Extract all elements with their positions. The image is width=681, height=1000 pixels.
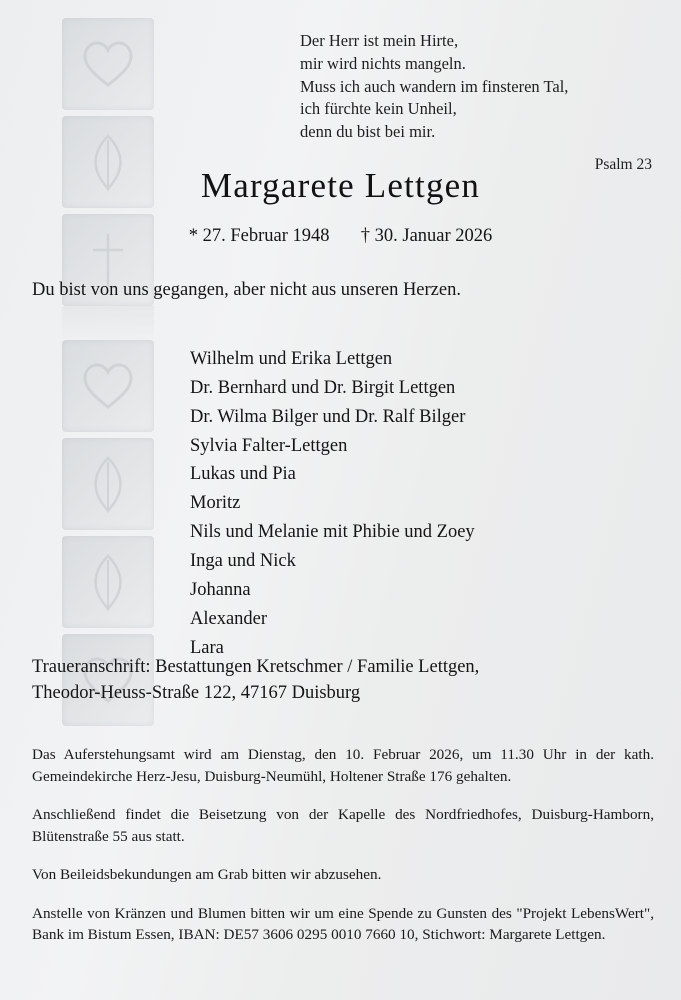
family-member: Lara (190, 637, 224, 658)
verse-line: Der Herr ist mein Hirte, (300, 31, 459, 50)
decor-tile (62, 438, 154, 530)
memorial-motto: Du bist von uns gegangen, aber nicht aus unseren Herzen. (32, 280, 461, 300)
mourning-address-line: Theodor-Heuss-Straße 122, 47167 Duisburg (32, 682, 361, 703)
family-member: Lukas und Pia (190, 464, 296, 485)
decor-tile (62, 340, 154, 432)
verse-line: mir wird nichts mangeln. (300, 53, 466, 73)
leaf-icon (62, 536, 154, 628)
heart-icon (62, 18, 154, 110)
verse-line: Muss ich auch wandern im finsteren Tal, (300, 76, 569, 96)
heart-icon (62, 340, 154, 432)
service-note: Das Auferstehungsamt wird am Dienstag, den 10. Februar 2026, um 11.30 Uhr in der kath. Gemeindekirche Herz-Jesu, Duisburg-Neumühl, Holtener Straße 176 gehalten. (32, 746, 654, 785)
verse-source: Psalm 23 (594, 155, 652, 173)
service-note: Von Beileidsbekundungen am Grab bitten wir abzusehen. (32, 866, 382, 884)
decor-tile-shade (62, 306, 154, 340)
family-member: Inga und Nick (190, 551, 296, 572)
life-dates (0, 226, 681, 247)
family-member: Sylvia Falter-Lettgen (190, 435, 348, 456)
family-list (190, 345, 650, 662)
birth-date: * 27. Februar 1948 (188, 226, 330, 246)
service-note: Anstelle von Kränzen und Blumen bitten wir um eine Spende zu Gunsten des "Projekt LebensWert", Bank im Bistum Essen, IBAN: DE57 3606 0295 0010 7660 10, Stichwort: Margarete Lettgen. (32, 904, 654, 944)
family-member: Dr. Wilma Bilger und Dr. Ralf Bilger (190, 406, 466, 427)
family-member: Johanna (190, 579, 251, 600)
service-note: Anschließend findet die Beisetzung von der Kapelle des Nordfriedhofes, Duisburg-Hamborn, Blütenstraße 55 aus statt. (32, 806, 654, 845)
verse-line: ich fürchte kein Unheil, (300, 99, 457, 119)
mourning-address-line: Traueranschrift: Bestattungen Kretschmer / Familie Lettgen, (32, 657, 480, 677)
mourning-address (32, 655, 652, 706)
family-member: Moritz (190, 493, 241, 514)
family-member: Dr. Bernhard und Dr. Birgit Lettgen (190, 377, 456, 398)
deceased-name: Margarete Lettgen (200, 166, 481, 205)
decor-tile (62, 536, 154, 628)
bible-verse (300, 30, 660, 175)
family-member: Alexander (190, 608, 268, 629)
leaf-icon (62, 438, 154, 530)
decor-tile (62, 18, 154, 110)
family-member: Wilhelm und Erika Lettgen (190, 349, 393, 369)
death-date: † 30. Januar 2026 (360, 226, 493, 246)
service-notes (32, 744, 654, 946)
family-member: Nils und Melanie mit Phibie und Zoey (190, 522, 475, 543)
verse-line: denn du bist bei mir. (300, 122, 436, 142)
